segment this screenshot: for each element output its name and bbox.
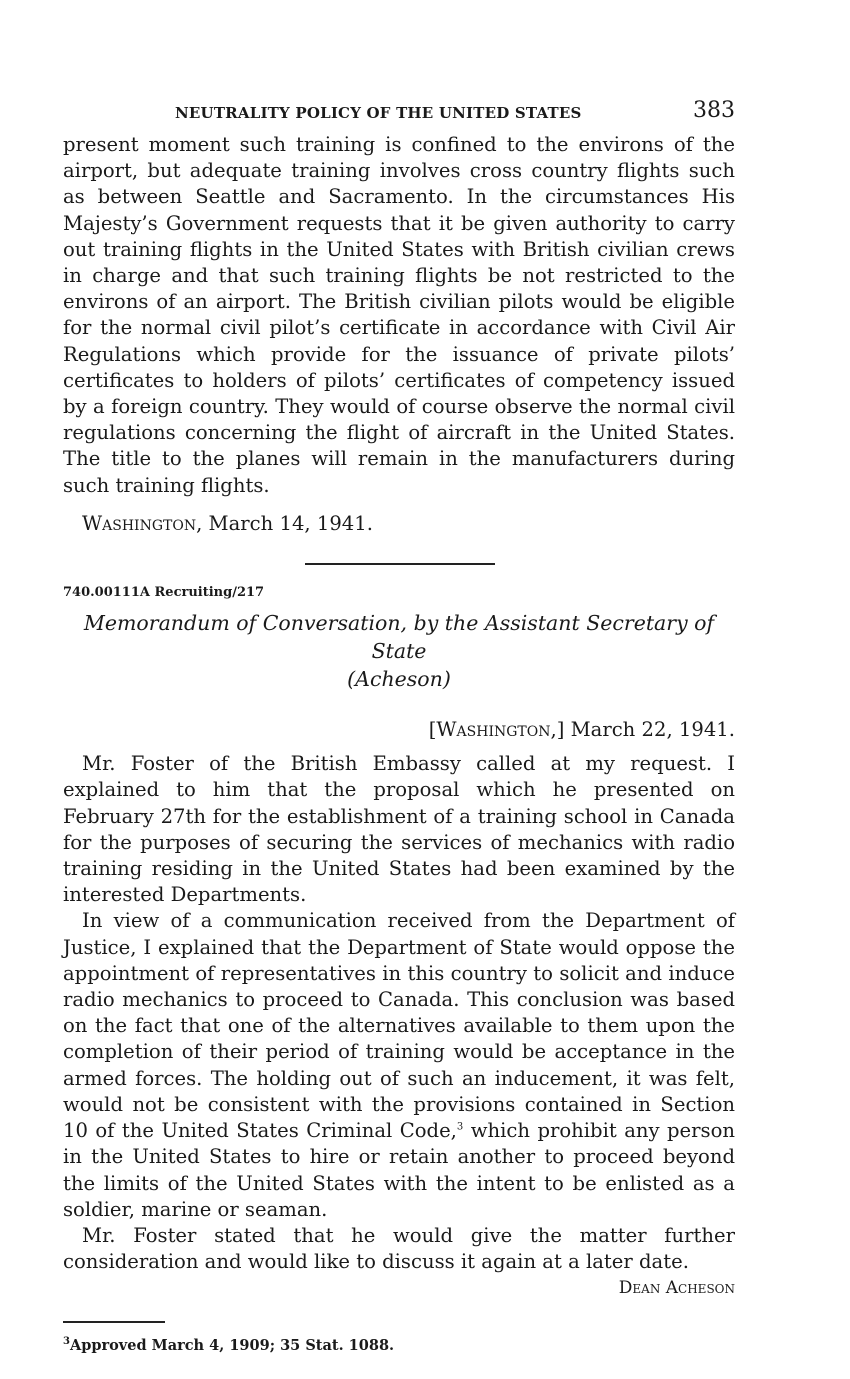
continuation-dateline: [82, 511, 735, 537]
memo-paragraph-2-part-b: which prohibit any person in the United States to hire or retain another to proceed beyond the limits of the United States with the intent to be enlisted as a soldier, marine or seaman.: [63, 1119, 735, 1221]
memorandum-body: [63, 751, 735, 1275]
footnote-rule: [63, 1321, 165, 1323]
page-number: 383: [693, 98, 735, 123]
memo-paragraph-2: [63, 908, 735, 1222]
document-page: [63, 92, 735, 1354]
memo-paragraph-1: Mr. Foster of the British Embassy called at my request. I explained to him that the proposal which he presented on February 27th for the establishment of a training school in Canada for the purposes of securing the services of mechanics with radio training residing in the United States had been examined by the interested Departments.: [63, 752, 735, 907]
footnote-text: Approved March 4, 1909; 35 Stat. 1088.: [69, 1337, 395, 1355]
date-place: Washington: [436, 718, 551, 742]
document-title-line-1: Memorandum of Conversation, by the Assistant Secretary of State: [83, 611, 715, 664]
footnote-reference: 3: [456, 1121, 464, 1133]
document-date: [63, 717, 735, 743]
dateline-place: Washington: [82, 511, 197, 535]
continuation-paragraph: present moment such training is confined to the environs of the airport, but adequate training involves cross country flights such as between Seattle and Sacramento. In the circumstances His Majesty’s Government requests that it be given authority to carry out training flights in the United States with British civilian crews in charge and that such training flights be not restricted to the environs of an airport. The British civilian pilots would be eligible for the normal civil pilot’s certificate in accordance with Civil Air Regulations which provide for the issuance of private pilots’ certificates to holders of pilots’ certificates of competency issued by a foreign country. They would of course observe the normal civil regulations concerning the flight of aircraft in the United States. The title to the planes will remain in the manufacturers during such training flights.: [63, 133, 735, 497]
memo-paragraph-2-part-a: In view of a communication received from the Department of Justice, I explained that the Department of State would oppose the appointment of representatives in this country to solicit and induce radio mechanics to proceed to Canada. This conclusion was based on the fact that one of the alternatives available to them upon the completion of their period of training would be acceptance in the armed forces. The holding out of such an inducement, it was felt, would not be consistent with the provisions contained in Section 10 of the United States Criminal Code,: [63, 909, 735, 1143]
section-divider: [305, 563, 495, 565]
footnote: [63, 1337, 735, 1354]
running-head: [63, 92, 735, 132]
date-suffix: ,] March 22, 1941.: [550, 718, 735, 742]
document-title: [63, 609, 735, 693]
date-prefix: [: [428, 718, 437, 742]
signature: Dean Acheson: [618, 1278, 735, 1299]
running-title: NEUTRALITY POLICY OF THE UNITED STATES: [175, 104, 582, 122]
footnote-marker: 3: [63, 1336, 70, 1348]
dateline-date: , March 14, 1941.: [196, 511, 373, 535]
file-reference: 740.00111A Recruiting/217: [63, 585, 265, 601]
document-title-line-2: (Acheson): [347, 667, 451, 692]
memo-paragraph-3: Mr. Foster stated that he would give the matter further consideration and would like to discuss it again at a later date.: [63, 1223, 735, 1274]
